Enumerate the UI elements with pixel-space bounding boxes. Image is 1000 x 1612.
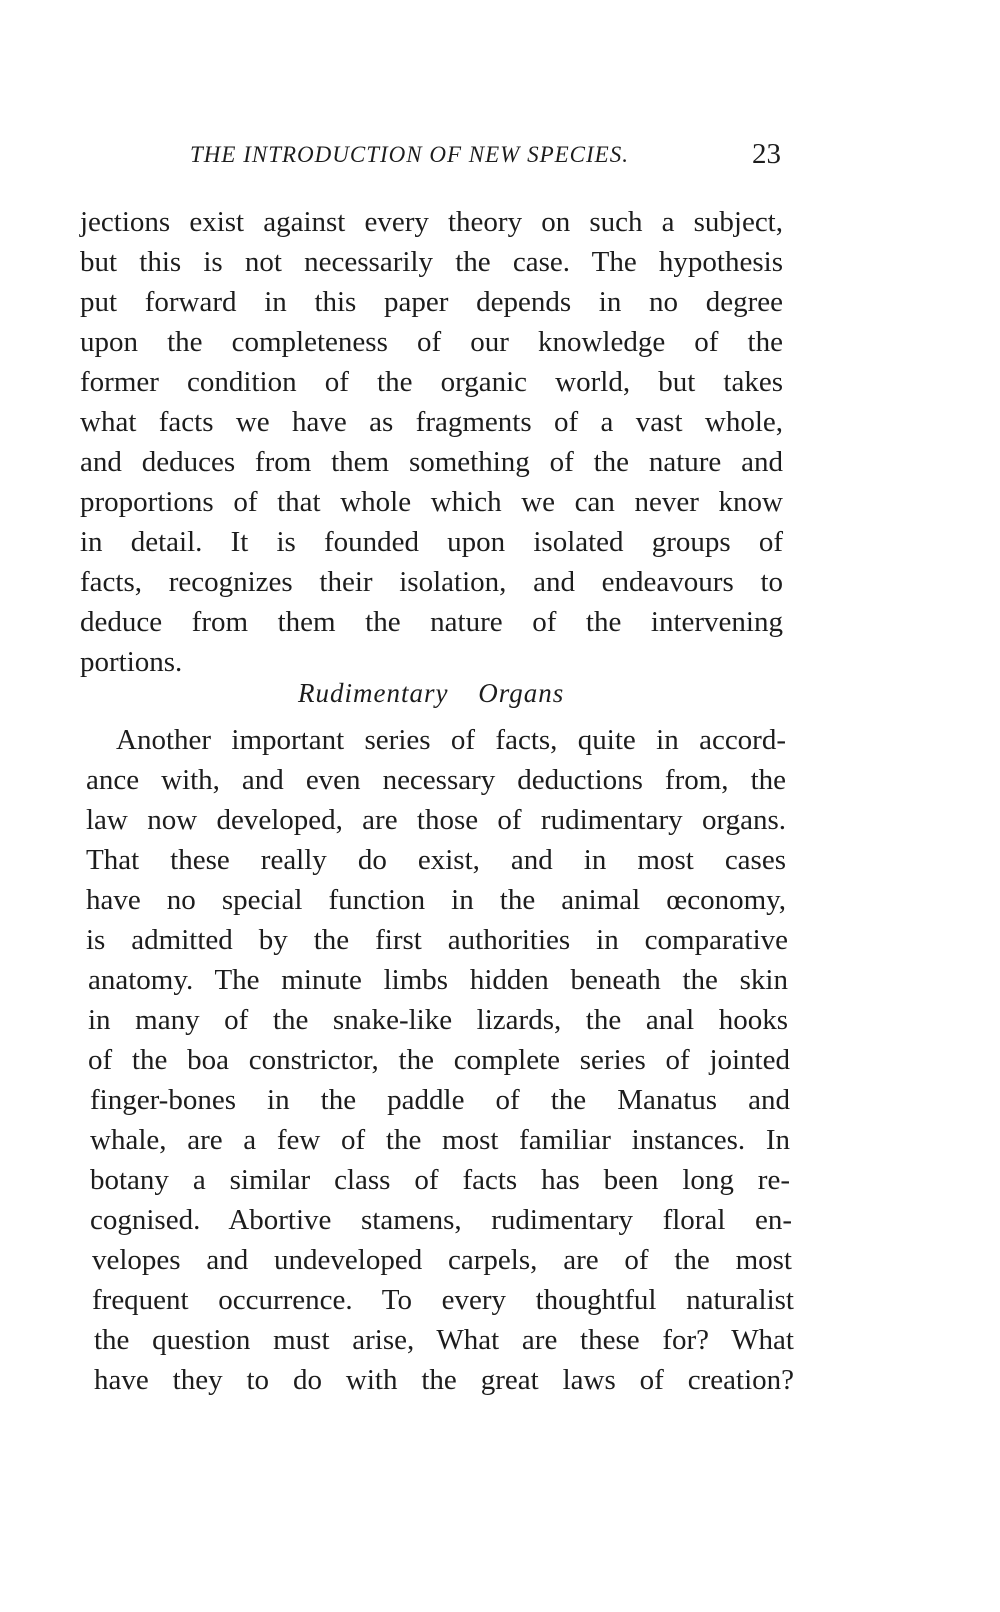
text-line: whale, are a few of the most familiar instances. In: [90, 1124, 790, 1156]
text-line: Another important series of facts, quite in accord-: [116, 724, 786, 756]
text-line: jections exist against every theory on such a subject,: [80, 206, 783, 238]
text-line: cognised. Abortive stamens, rudimentary floral en-: [90, 1204, 792, 1236]
text-line: in many of the snake-like lizards, the anal hooks: [88, 1004, 788, 1036]
text-line: anatomy. The minute limbs hidden beneath the skin: [88, 964, 788, 996]
text-line: velopes and undeveloped carpels, are of the most: [92, 1244, 792, 1276]
text-line: upon the completeness of our knowledge of the: [80, 326, 783, 358]
text-line: former condition of the organic world, but takes: [80, 366, 783, 398]
text-line: facts, recognizes their isolation, and endeavours to: [80, 566, 783, 598]
text-line: is admitted by the first authorities in comparative: [86, 924, 788, 956]
section-heading: Rudimentary Organs: [298, 678, 565, 708]
text-line: finger-bones in the paddle of the Manatus and: [90, 1084, 790, 1116]
text-line: the question must arise, What are these for? What: [94, 1324, 794, 1356]
text-line: in detail. It is founded upon isolated groups of: [80, 526, 783, 558]
text-line: and deduces from them something of the nature and: [80, 446, 783, 478]
text-line: frequent occurrence. To every thoughtful naturalist: [92, 1284, 794, 1316]
text-line: botany a similar class of facts has been long re-: [90, 1164, 790, 1196]
text-line: of the boa constrictor, the complete series of jointed: [88, 1044, 790, 1076]
text-line: law now developed, are those of rudimentary organs.: [86, 804, 786, 836]
text-line: proportions of that whole which we can never know: [80, 486, 783, 518]
text-line: put forward in this paper depends in no degree: [80, 286, 783, 318]
text-line: but this is not necessarily the case. The hypothesis: [80, 246, 783, 278]
text-line: ance with, and even necessary deductions from, the: [86, 764, 786, 796]
text-line: deduce from them the nature of the intervening: [80, 606, 783, 638]
page-number: 23: [752, 138, 781, 170]
text-line: what facts we have as fragments of a vast whole,: [80, 406, 783, 438]
text-line: That these really do exist, and in most cases: [86, 844, 786, 876]
text-line: have no special function in the animal œconomy,: [86, 884, 786, 916]
text-line: portions.: [80, 646, 183, 678]
text-line: have they to do with the great laws of creation?: [94, 1364, 794, 1396]
running-title: THE INTRODUCTION OF NEW SPECIES.: [190, 142, 629, 167]
